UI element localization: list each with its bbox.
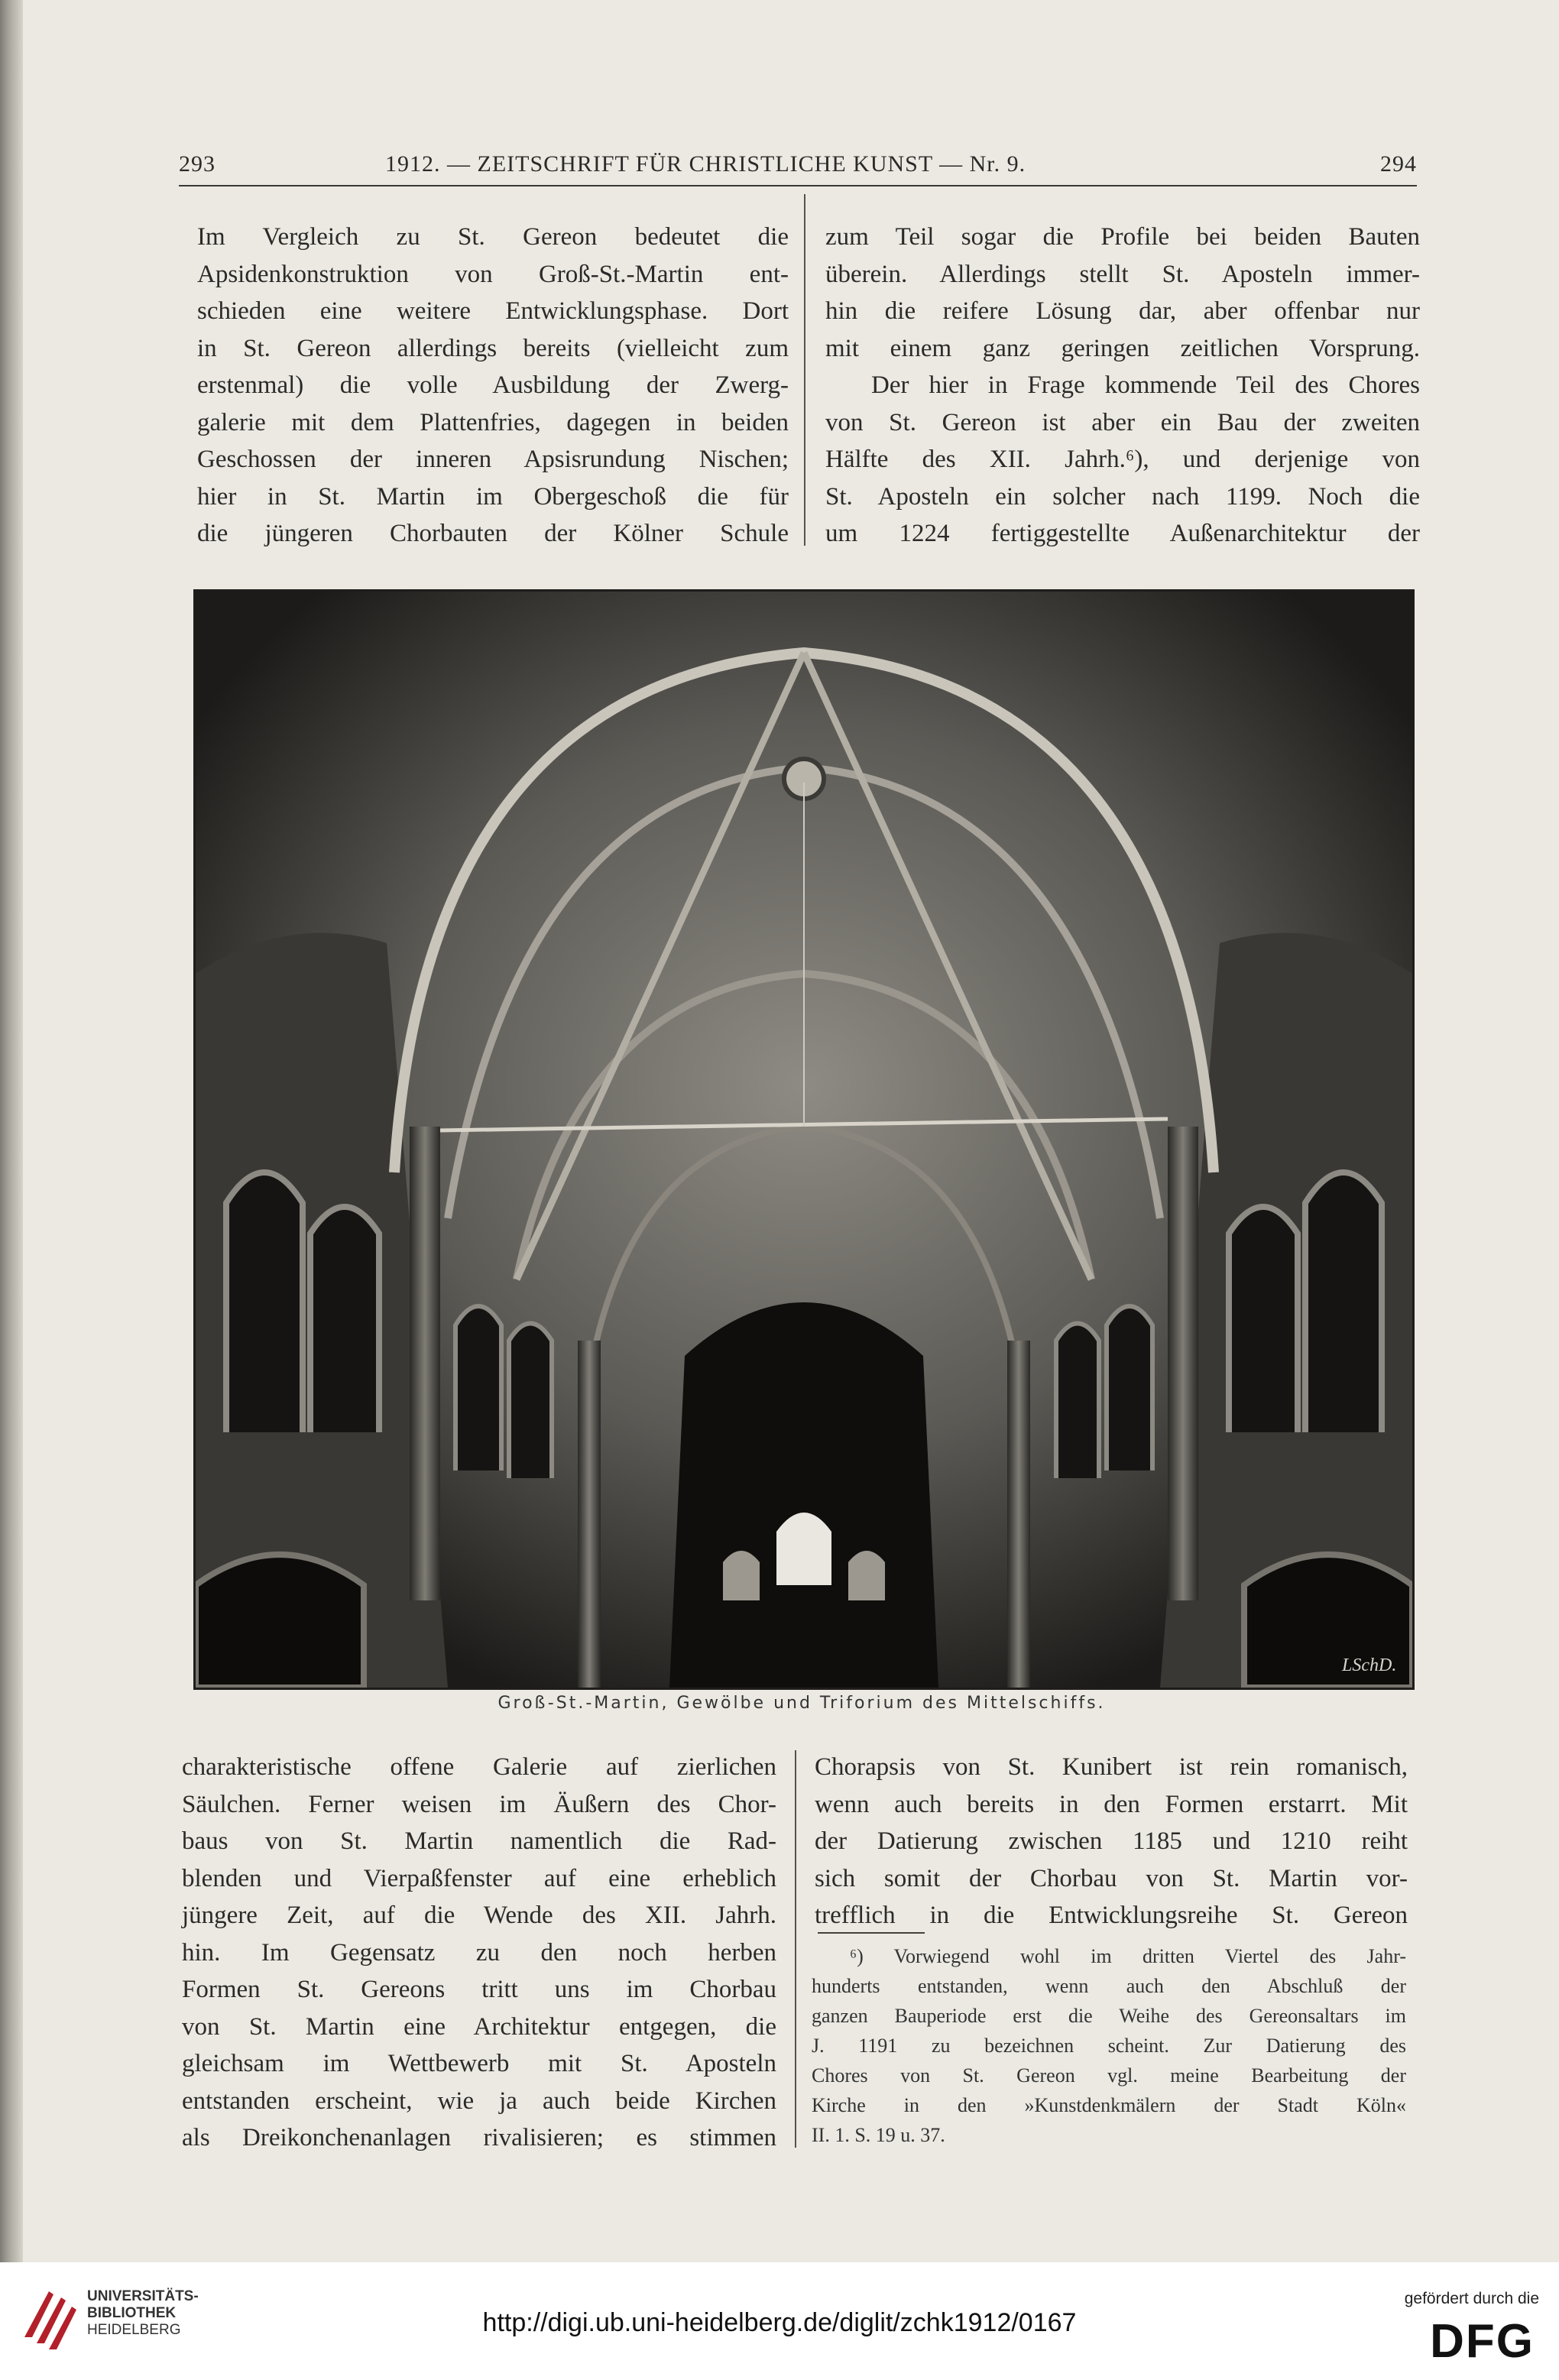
footnote-line: J. 1191 zu bezeichnen scheint. Zur Datierung des: [812, 2035, 1406, 2057]
page-number-right: 294: [1380, 151, 1417, 177]
running-header: [179, 151, 1417, 188]
text-line: Der hier in Frage kommende Teil des Chores: [871, 371, 1420, 399]
text-line: blenden und Vierpaßfenster auf eine erheblich: [182, 1864, 776, 1892]
column-divider: [795, 1750, 796, 2148]
photo-signature: LSchD.: [1342, 1655, 1397, 1675]
text-line: wenn auch bereits in den Formen erstarrt. Mit: [815, 1790, 1408, 1818]
journal-title: 1912. — ZEITSCHRIFT FÜR CHRISTLICHE KUNST — Nr. 9.: [385, 151, 1026, 177]
sponsor-label: gefördert durch die: [1404, 2290, 1539, 2307]
text-line: baus von St. Martin namentlich die Rad-: [182, 1827, 776, 1855]
footnote-line: Chores von St. Gereon vgl. meine Bearbeitung der: [812, 2064, 1406, 2087]
lower-right-column: [815, 1749, 1408, 1934]
text-line: Chorapsis von St. Kunibert ist rein romanisch,: [815, 1753, 1408, 1781]
text-line: trefflich in die Entwicklungsreihe St. Gereon: [815, 1902, 1408, 1929]
figure-caption: Groß-St.-Martin, Gewölbe und Triforium des Mittelschiffs.: [498, 1694, 1106, 1713]
text-line: in St. Gereon allerdings bereits (vielleicht zum: [197, 334, 789, 362]
text-line: von St. Gereon ist aber ein Bau der zweiten: [825, 408, 1420, 436]
text-line: Hälfte des XII. Jahrh.⁶), und derjenige von: [825, 446, 1420, 473]
book-spine-shadow: [0, 0, 23, 2262]
church-interior-photo: [193, 589, 1415, 1690]
upper-right-column: [825, 219, 1420, 553]
dfg-logo: DFG: [1430, 2315, 1535, 2368]
text-line: als Dreikonchenanlagen rivalisieren; es stimmen: [182, 2124, 776, 2151]
text-line: Im Vergleich zu St. Gereon bedeutet die: [197, 223, 789, 251]
text-line: entstanden erscheint, wie ja auch beide Kirchen: [182, 2087, 776, 2115]
text-line: hin. Im Gegensatz zu den noch herben: [182, 1938, 776, 1967]
footnote-line: ganzen Bauperiode erst die Weihe des Gereonsaltars im: [812, 2005, 1406, 2027]
text-line: charakteristische offene Galerie auf zierlichen: [182, 1753, 776, 1781]
page-number-left: 293: [179, 151, 216, 177]
text-line: Apsidenkonstruktion von Groß-St.-Martin ent-: [197, 260, 789, 288]
text-line: jüngere Zeit, auf die Wende des XII. Jahrh.: [182, 1902, 776, 1929]
permalink-url[interactable]: http://digi.ub.uni-heidelberg.de/diglit/zchk1912/0167: [482, 2308, 1077, 2337]
text-line: sich somit der Chorbau von St. Martin vor-: [815, 1864, 1408, 1892]
footnote-line: II. 1. S. 19 u. 37.: [812, 2124, 945, 2146]
text-line: überein. Allerdings stellt St. Aposteln immer-: [825, 260, 1420, 288]
text-line: St. Aposteln ein solcher nach 1199. Noch die: [825, 482, 1420, 511]
text-line: Formen St. Gereons tritt uns im Chorbau: [182, 1976, 776, 2003]
library-line: UNIVERSITÄTS-: [87, 2288, 199, 2304]
text-line: Säulchen. Ferner weisen im Äußern des Chor-: [182, 1790, 776, 1818]
footnote-line: ⁶) Vorwiegend wohl im dritten Viertel des Jahr-: [850, 1945, 1406, 1967]
lower-left-column: [182, 1749, 776, 2157]
upper-left-column: [197, 219, 789, 553]
footnote-line: Kirche in den »Kunstdenkmälern der Stadt Köln«: [812, 2094, 1406, 2116]
text-line: hier in St. Martin im Obergeschoß die für: [197, 482, 789, 511]
column-divider: [804, 194, 805, 546]
footnote: [812, 1941, 1406, 2150]
digitization-footer: [0, 2262, 1559, 2380]
text-line: der Datierung zwischen 1185 und 1210 reiht: [815, 1827, 1408, 1855]
text-line: schieden eine weitere Entwicklungsphase. Dort: [197, 297, 789, 325]
text-line: Geschossen der inneren Apsisrundung Nischen;: [197, 446, 789, 473]
text-line: um 1224 fertiggestellte Außenarchitektur der: [825, 520, 1420, 547]
vault-illustration: [196, 592, 1412, 1688]
text-line: zum Teil sogar die Profile bei beiden Bauten: [825, 223, 1420, 251]
text-line: mit einem ganz geringen zeitlichen Vorsprung.: [825, 334, 1420, 362]
footnote-rule: [818, 1932, 925, 1934]
text-line: gleichsam im Wettbewerb mit St. Aposteln: [182, 2050, 776, 2077]
header-rule: [179, 185, 1417, 186]
library-line: HEIDELBERG: [87, 2322, 181, 2338]
text-line: hin die reifere Lösung dar, aber offenbar nur: [825, 297, 1420, 325]
text-line: von St. Martin eine Architektur entgegen, die: [182, 2012, 776, 2041]
text-line: die jüngeren Chorbauten der Kölner Schule: [197, 520, 789, 547]
footnote-line: hunderts entstanden, wenn auch den Abschluß der: [812, 1975, 1406, 1997]
text-line: erstenmal) die volle Ausbildung der Zwerg-: [197, 371, 789, 399]
library-line: BIBLIOTHEK: [87, 2305, 177, 2321]
text-line: galerie mit dem Plattenfries, dagegen in beiden: [197, 408, 789, 436]
